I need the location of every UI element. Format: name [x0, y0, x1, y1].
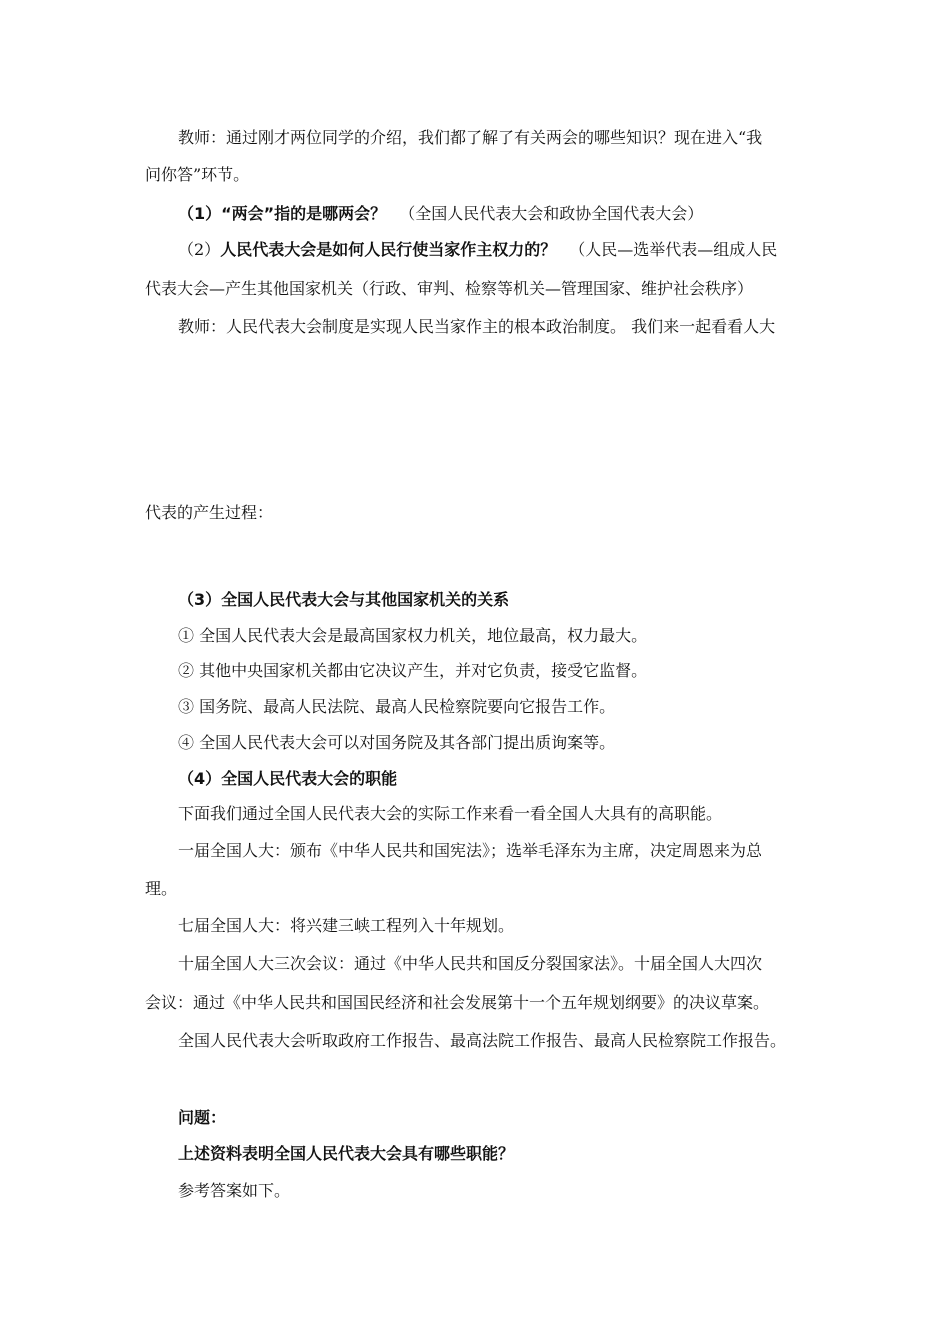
section-4-reports: 全国人民代表大会听取政府工作报告、最高法院工作报告、最高人民检察院工作报告。: [178, 1031, 787, 1050]
section-3-heading: （3）全国人民代表大会与其他国家机关的关系: [178, 590, 510, 609]
question-2-answer-line2: 代表大会—产生其他国家机关（行政、审判、检察等机关—管理国家、维护社会秩序）: [145, 279, 754, 298]
question-2-answer-line1: （人民—选举代表—组成人民: [569, 240, 778, 259]
section-3-item-1: ① 全国人民代表大会是最高国家权力机关，地位最高，权力最大。: [178, 626, 648, 645]
reference-answer: 参考答案如下。: [178, 1181, 291, 1200]
section-3-item-3: ③ 国务院、最高人民法院、最高人民检察院要向它报告工作。: [178, 697, 616, 716]
paragraph-teacher-intro-line2: 问你答”环节。: [145, 165, 250, 184]
section-4-intro: 下面我们通过全国人民代表大会的实际工作来看一看全国人大具有的高职能。: [178, 804, 723, 823]
question-2-text: 人民代表大会是如何人民行使当家作主权力的？: [220, 240, 557, 259]
question-1-answer: （全国人民代表大会和政协全国代表大会）: [399, 204, 704, 223]
section-3-item-2: ② 其他中央国家机关都由它决议产生，并对它负责，接受它监督。: [178, 661, 648, 680]
section-4-heading: （4）全国人民代表大会的职能: [178, 769, 398, 788]
question-1-text: （1）“两会”指的是哪两会？: [178, 204, 387, 223]
section-4-tenth-npc-line1: 十届全国人大三次会议：通过《中华人民共和国反分裂国家法》。十届全国人大四次: [178, 954, 763, 973]
question-2: [178, 239, 777, 261]
question-2-number: （2）: [178, 240, 221, 259]
section-3-item-4: ④ 全国人民代表大会可以对国务院及其各部门提出质询案等。: [178, 733, 616, 752]
section-4-tenth-npc-line2: 会议：通过《中华人民共和国国民经济和社会发展第十一个五年规划纲要》的决议草案。: [145, 993, 770, 1012]
question-1: [178, 203, 703, 225]
section-4-first-npc-line1: 一届全国人大：颁布《中华人民共和国宪法》；选举毛泽东为主席，决定周恩来为总: [178, 841, 763, 860]
question-text: 上述资料表明全国人民代表大会具有哪些职能？: [178, 1144, 515, 1163]
section-4-seventh-npc: 七届全国人大：将兴建三峡工程列入十年规划。: [178, 916, 515, 935]
paragraph-teacher-system-line2: 代表的产生过程：: [145, 503, 274, 522]
question-label: 问题：: [178, 1108, 227, 1127]
paragraph-teacher-system-line1: 教师：人民代表大会制度是实现人民当家作主的根本政治制度。 我们来一起看看人大: [178, 317, 776, 336]
paragraph-teacher-intro-line1: 教师：通过刚才两位同学的介绍，我们都了解了有关两会的哪些知识？现在进入“我: [178, 128, 763, 147]
section-4-first-npc-line2: 理。: [145, 879, 178, 898]
